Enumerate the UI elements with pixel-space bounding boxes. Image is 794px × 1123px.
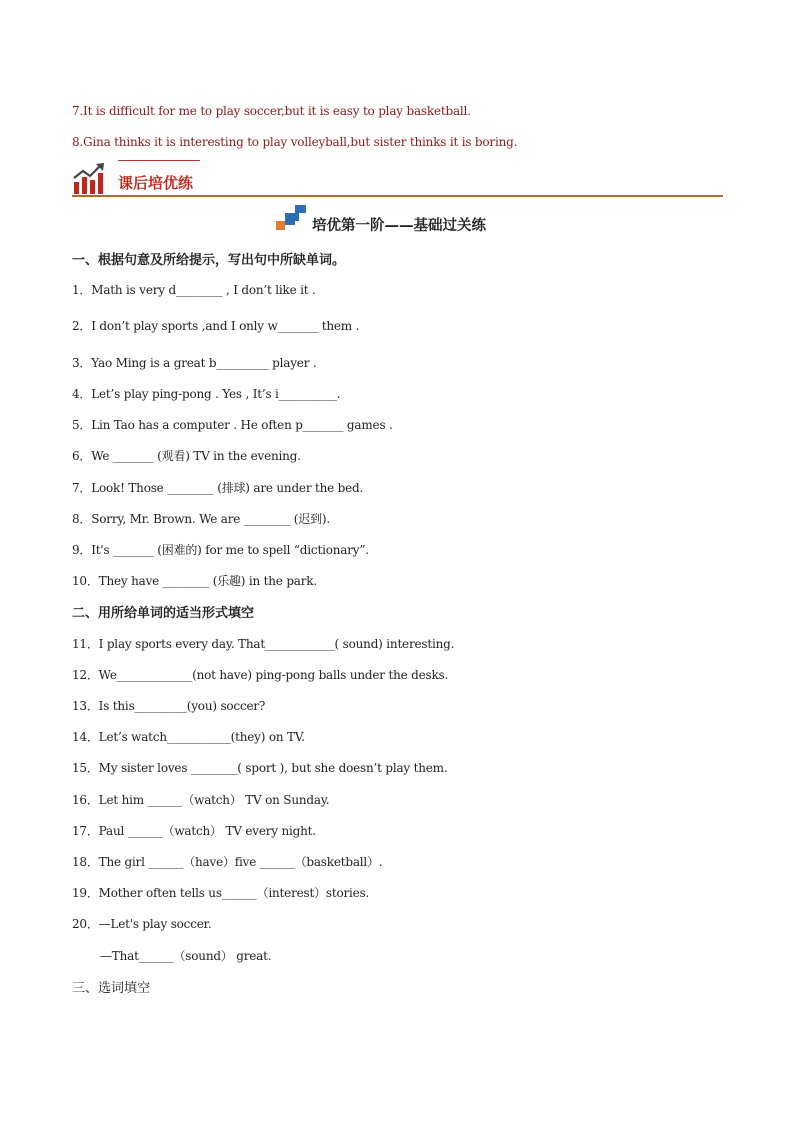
question-5: 5．Lin Tao has a computer . He often p_______ games .: [72, 418, 393, 432]
intro-line-8: 8.Gina thinks it is interesting to play volleyball,but sister thinks it is boring.: [72, 135, 518, 149]
question-20-prompt: 20．—Let's play soccer.: [72, 917, 212, 931]
question-6: 6．We _______ (观看) TV in the evening.: [72, 449, 301, 463]
question-9: 9．It's _______ (困难的) for me to spell “dictionary”.: [72, 543, 369, 557]
steps-icon: [276, 204, 306, 230]
intro-line-7: 7.It is difficult for me to play soccer,but it is easy to play basketball.: [72, 104, 471, 118]
header-title: 课后培优练: [118, 174, 194, 192]
question-15: 15．My sister loves ________( sport ), but she doesn’t play them.: [72, 761, 448, 775]
question-10: 10．They have ________ (乐趣) in the park.: [72, 574, 317, 588]
question-1: 1．Math is very d________ , I don’t like it .: [72, 283, 316, 297]
question-4: 4．Let’s play ping-pong . Yes , It’s i__________.: [72, 387, 341, 401]
section2-title: 二、用所给单词的适当形式填空: [72, 606, 255, 621]
question-2: 2．I don’t play sports ,and I only w_______ them .: [72, 319, 360, 333]
question-11: 11．I play sports every day. That____________( sound) interesting.: [72, 637, 455, 651]
question-14: 14．Let’s watch___________(they) on TV.: [72, 730, 305, 744]
section-header: [72, 158, 723, 198]
question-8: 8．Sorry, Mr. Brown. We are ________ (迟到).: [72, 512, 330, 526]
question-12: 12．We_____________(not have) ping-pong balls under the desks.: [72, 668, 449, 682]
question-19: 19．Mother often tells us______（interest）stories.: [72, 886, 370, 900]
question-16: 16．Let him ______（watch） TV on Sunday.: [72, 793, 330, 807]
section1-title: 一、根据句意及所给提示，写出句中所缺单词。: [72, 253, 346, 268]
question-20-response: —That______（sound） great.: [100, 949, 272, 963]
question-18: 18．The girl ______（have）five ______（basketball）.: [72, 855, 383, 869]
header-divider: [72, 195, 723, 197]
section3-title: 三、选词填空: [72, 981, 151, 996]
question-13: 13．Is this_________(you) soccer?: [72, 699, 266, 713]
question-17: 17．Paul ______（watch） TV every night.: [72, 824, 316, 838]
level-title: 培优第一阶——基础过关练: [312, 218, 486, 234]
question-7: 7．Look! Those ________ (排球) are under the bed.: [72, 481, 364, 495]
header-overline: [118, 160, 200, 161]
question-3: 3．Yao Ming is a great b_________ player .: [72, 356, 317, 370]
bar-chart-arrow-icon: [72, 162, 106, 196]
